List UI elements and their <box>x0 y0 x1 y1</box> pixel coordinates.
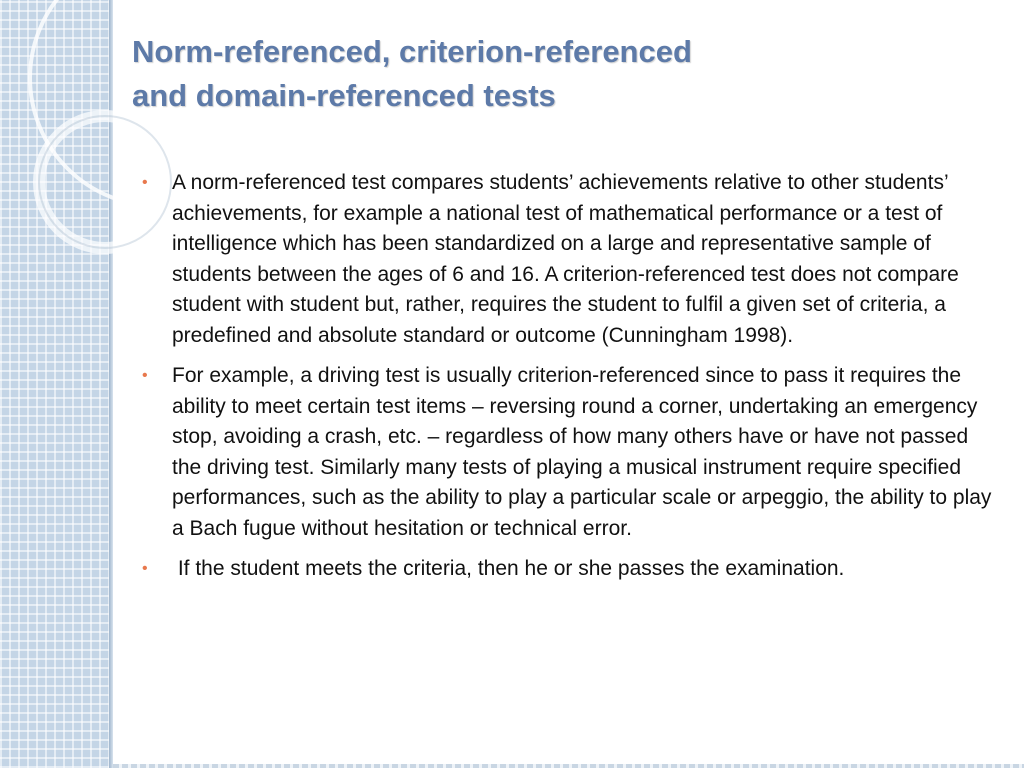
slide-title <box>132 30 992 118</box>
bullet-text: For example, a driving test is usually criterion-referenced since to pass it requires the ability to meet certain test items – reversing round a corner, undertaking an emergency stop, avoiding a crash, etc. – regardless of how many others have or have not passed the driving test. Similarly many tests of playing a musical instrument require specified performances, such as the ability to play a particular scale or arpeggio, the ability to play a Bach fugue without hesitation or technical error. <box>172 364 992 540</box>
bullet-item <box>140 554 1000 585</box>
bullet-marker: • <box>142 367 148 384</box>
bottom-border <box>113 764 1024 768</box>
bullet-item <box>140 168 1000 351</box>
bullet-marker: • <box>142 560 148 577</box>
slide-title-line-2: and domain-referenced tests <box>132 78 556 113</box>
slide-title-line-1: Norm-referenced, criterion-referenced <box>132 34 692 69</box>
bullet-marker: • <box>142 174 148 191</box>
bullet-item <box>140 361 1000 544</box>
bullet-text: A norm-referenced test compares students’ achievements relative to other students’ achievements, for example a national test of mathematical performance or a test of intelligence which has been standardized on a large and representative sample of students between the ages of 6 and 16. A criterion-referenced test does not compare student with student but, rather, requires the student to fulfil a given set of criteria, a predefined and absolute standard or outcome (Cunningham 1998). <box>172 171 959 347</box>
bullet-text: If the student meets the criteria, then he or she passes the examination. <box>172 557 845 580</box>
bullet-list <box>140 168 1000 595</box>
